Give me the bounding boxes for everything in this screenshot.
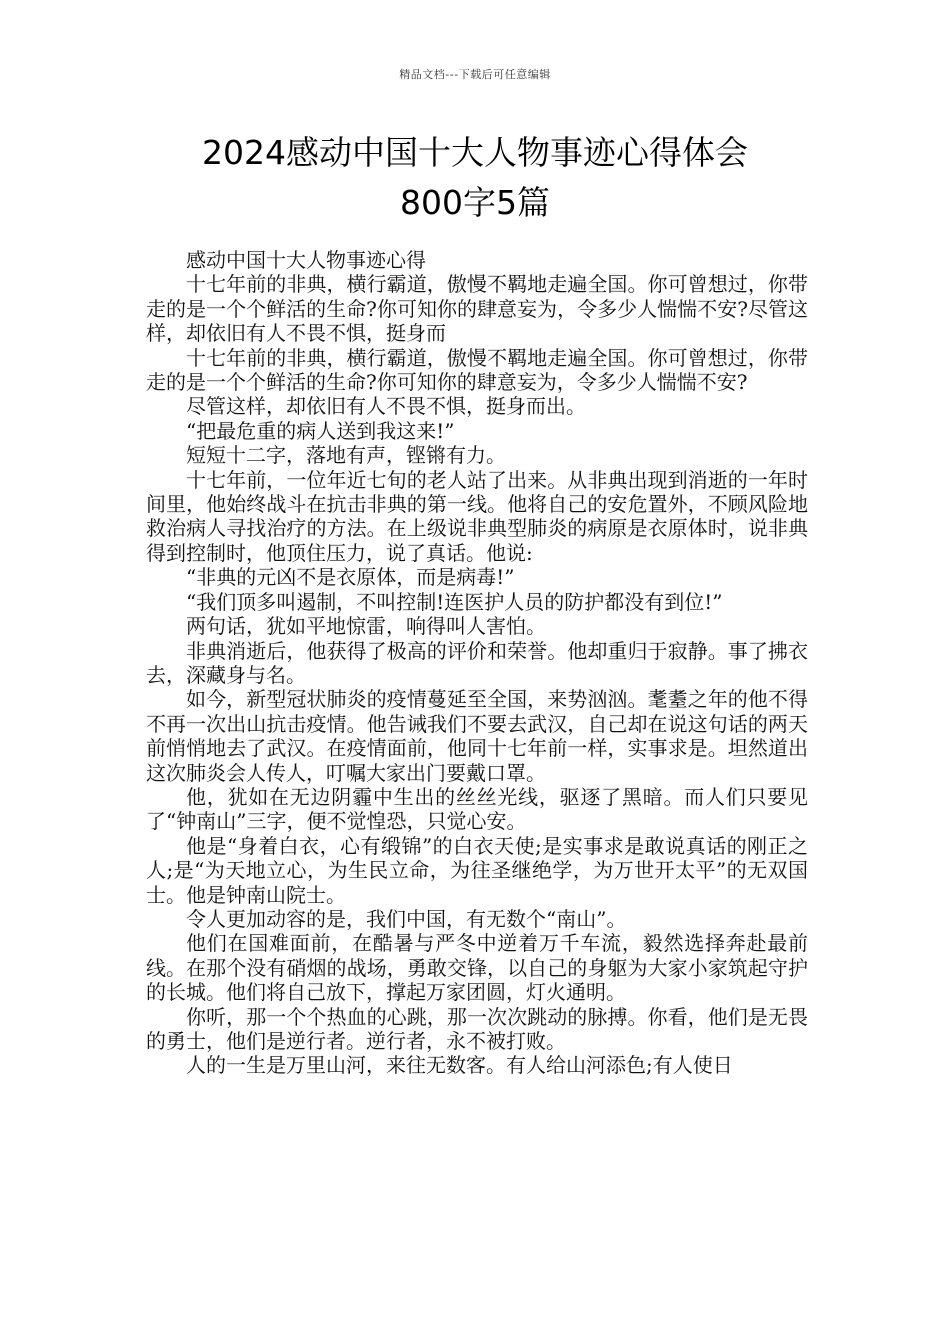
title-line-2: 800字5篇 <box>400 183 550 222</box>
paragraph: 非典消逝后，他获得了极高的评价和荣誉。他却重归于寂静。事了拂衣去，深藏身与名。 <box>146 638 808 687</box>
paragraph: “非典的元凶不是衣原体，而是病毒!” <box>186 565 515 590</box>
header-note: 精品文档---下载后可任意编辑 <box>399 68 551 81</box>
document-body <box>146 248 808 1078</box>
paragraph: 十七年前，一位年近七旬的老人站了出来。从非典出现到消逝的一年时间里，他始终战斗在抗击非典的第一线。他将自己的安危置外，不顾风险地救治病人寻找治疗的方法。在上级说非典型肺炎的病原是衣原体时，说非典得到控制时，他顶住压力，说了真话。他说: <box>146 467 808 565</box>
paragraph: 两句话，犹如平地惊雷，响得叫人害怕。 <box>186 614 546 639</box>
paragraph: 令人更加动容的是，我们中国，有无数个“南山”。 <box>186 906 627 931</box>
paragraph: “我们顶多叫遏制，不叫控制!连医护人员的防护都没有到位!” <box>186 589 723 614</box>
paragraph: 尽管这样，却依旧有人不畏不惧，挺身而出。 <box>186 394 586 419</box>
paragraph: 他，犹如在无边阴霾中生出的丝丝光线，驱逐了黑暗。而人们只要见了“钟南山”三字，便不觉惶恐，只觉心安。 <box>146 784 808 834</box>
paragraph: 感动中国十大人物事迹心得 <box>186 248 426 272</box>
paragraph: 十七年前的非典，横行霸道，傲慢不羁地走遍全国。你可曾想过，你带走的是一个个鲜活的生命?你可知你的肆意妄为，令多少人惴惴不安? <box>146 345 808 395</box>
title-line-1: 2024感动中国十大人物事迹心得体会 <box>202 133 748 172</box>
paragraph: 他是“身着白衣，心有缎锦”的白衣天使;是实事求是敢说真话的刚正之人;是“为天地立心，为生民立命，为往圣继绝学，为万世开太平”的无双国士。他是钟南山院士。 <box>146 833 808 907</box>
paragraph: 他们在国难面前，在酷暑与严冬中逆着万千车流，毅然选择奔赴最前线。在那个没有硝烟的战场，勇敢交锋，以自己的身躯为大家小家筑起守护的长城。他们将自己放下，撑起万家团圆，灯火通明。 <box>146 931 808 1005</box>
paragraph: 如今，新型冠状肺炎的疫情蔓延至全国，来势汹汹。耄耋之年的他不得不再一次出山抗击疫情。他告诫我们不要去武汉，自己却在说这句话的两天前悄悄地去了武汉。在疫情面前，他同十七年前一样，实事求是。坦然道出这次肺炎会人传人，叮嘱大家出门要戴口罩。 <box>146 687 808 785</box>
paragraph: 短短十二字，落地有声，铿锵有力。 <box>186 443 506 468</box>
paragraph: “把最危重的病人送到我这来!” <box>186 418 455 443</box>
document-title <box>110 128 840 228</box>
paragraph: 人的一生是万里山河，来往无数客。有人给山河添色;有人使日 <box>186 1053 733 1078</box>
paragraph: 十七年前的非典，横行霸道，傲慢不羁地走遍全国。你可曾想过，你带走的是一个个鲜活的生命?你可知你的肆意妄为，令多少人惴惴不安?尽管这样，却依旧有人不畏不惧，挺身而 <box>146 272 808 346</box>
paragraph: 你听，那一个个热血的心跳，那一次次跳动的脉搏。你看，他们是无畏的勇士，他们是逆行者。逆行者，永不被打败。 <box>146 1004 808 1053</box>
